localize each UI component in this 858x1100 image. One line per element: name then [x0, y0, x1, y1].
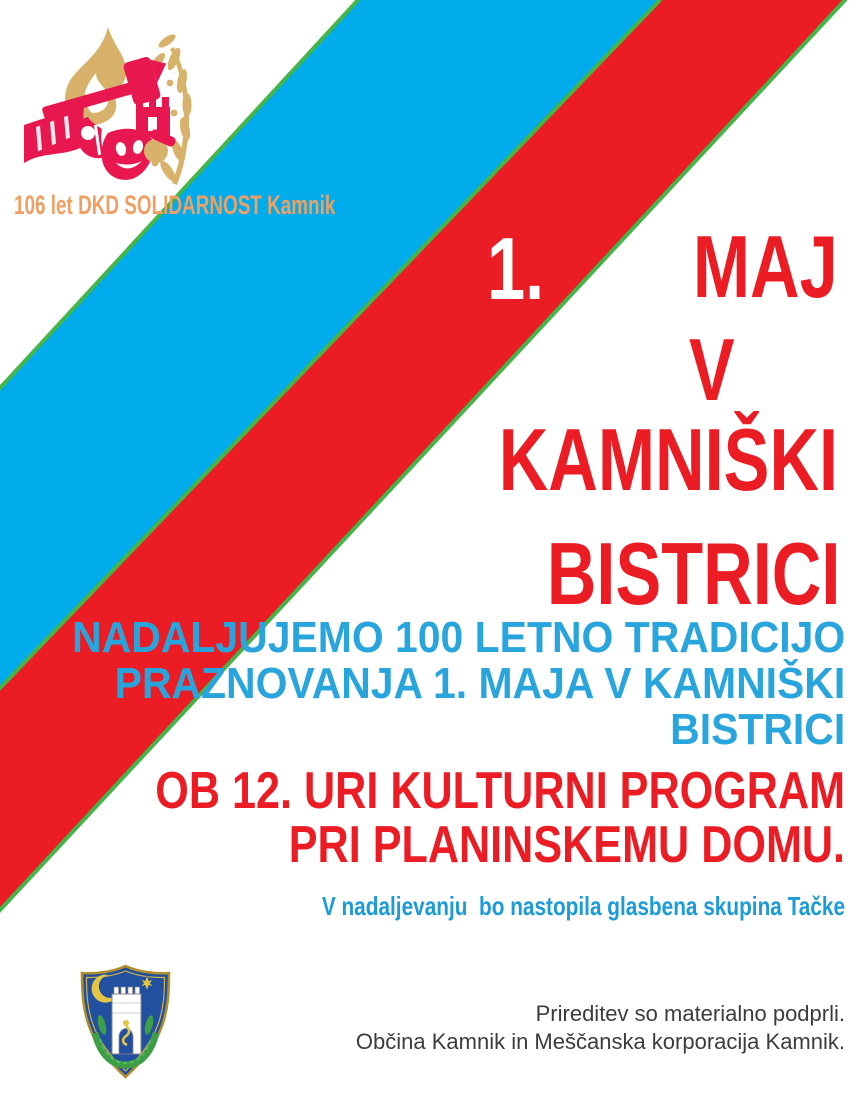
tradition-line: NADALJUJEMO 100 LETNO TRADICIJO — [71, 613, 845, 662]
sponsor-credits — [356, 1000, 845, 1056]
program-line: OB 12. URI KULTURNI PROGRAM — [155, 762, 845, 820]
title-line-v: V — [689, 320, 735, 419]
program-line: PRI PLANINSKEMU DOMU. — [288, 816, 845, 874]
tradition-text-block — [72, 615, 845, 753]
title-line-bistrici: BISTRICI — [546, 524, 840, 623]
title-line-maj: MAJ — [693, 217, 838, 316]
tower-icon — [112, 987, 141, 1054]
tradition-line: PRAZNOVANJA 1. MAJA V KAMNIŠKI — [114, 659, 845, 708]
kamnik-coat-of-arms-icon — [78, 963, 173, 1081]
title-number: 1. — [487, 219, 545, 318]
band-announcement: V nadaljevanju bo nastopila glasbena skupina Tačke — [321, 891, 845, 921]
sponsor-line: Prireditev so materialno podprli. — [535, 1001, 845, 1026]
logo-caption: 106 let DKD SOLIDARNOST Kamnik — [14, 190, 336, 220]
solidarnost-emblem-icon — [22, 20, 197, 192]
sponsor-line: Občina Kamnik in Meščanska korporacija Kamnik. — [355, 1029, 845, 1054]
tradition-line: BISTRICI — [669, 705, 845, 754]
title-line-kamniski: KAMNIŠKI — [498, 410, 838, 509]
program-text-block — [155, 764, 845, 872]
